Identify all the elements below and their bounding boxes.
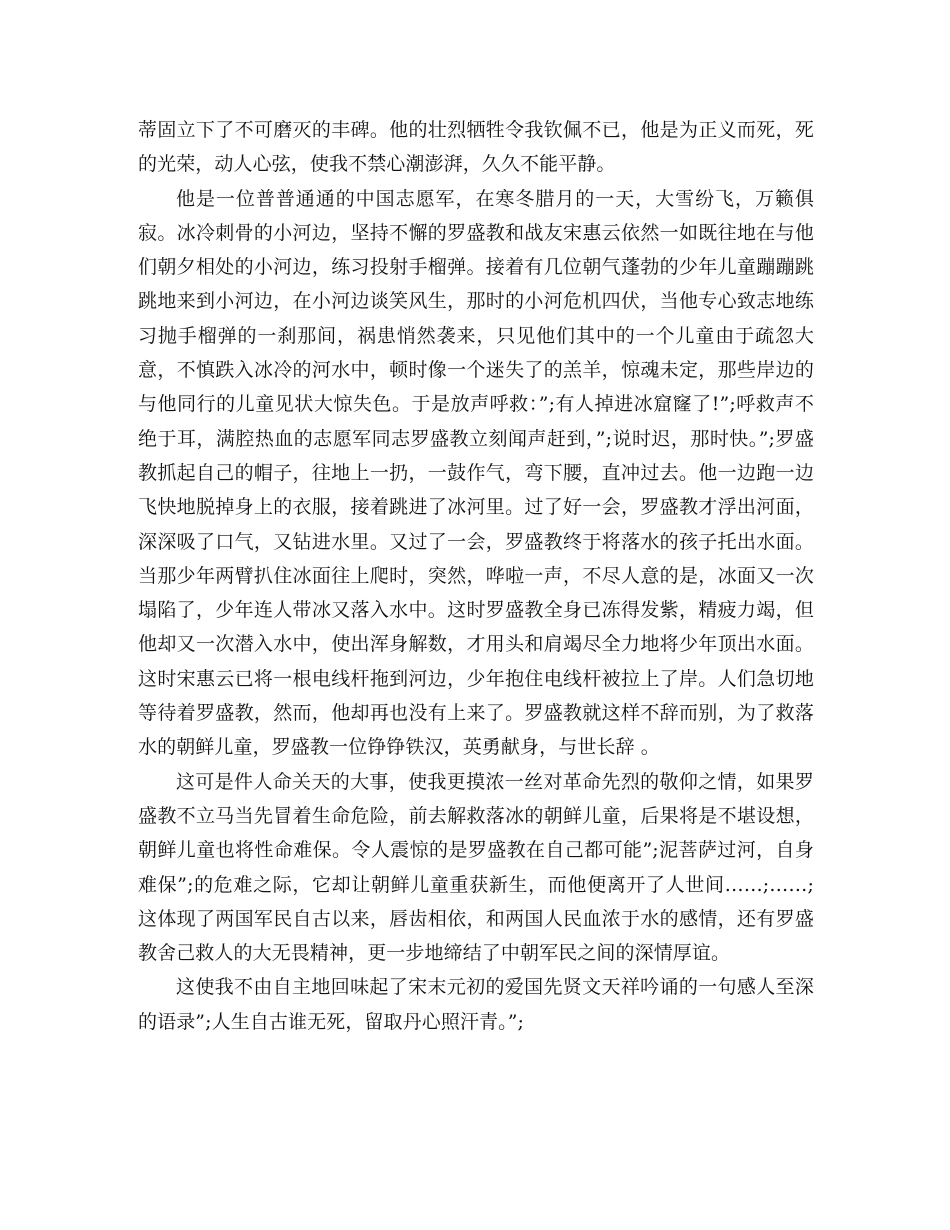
document-body — [138, 113, 814, 1039]
paragraph-quote: 这使我不由自主地回味起了宋末元初的爱国先贤文天祥吟诵的一句感人至深的语录”;人生自古谁无死，留取丹心照汗青。”; — [138, 976, 814, 1033]
paragraph-continuation: 蒂固立下了不可磨灭的丰碑。他的壮烈牺牲令我钦佩不已，他是为正义而死，死的光荣，动人心弦，使我不禁心潮澎湃，久久不能平静。 — [138, 119, 814, 176]
paragraph-reflection: 这可是件人命关天的大事，使我更摸浓一丝对革命先烈的敬仰之情，如果罗盛教不立马当先冒着生命危险，前去解救落冰的朝鲜儿童，后果将是不堪设想，朝鲜儿童也将性命难保。令人震惊的是罗盛教在自己都可能”;泥菩萨过河，自身难保”;的危难之际，它却让朝鲜儿童重获新生，而他便离开了人世间……;……;这体现了两国军民自古以来，唇齿相依，和两国人民血浓于水的感情，还有罗盛教舍己救人的大无畏精神，更一步地缔结了中朝军民之间的深情厚谊。 — [138, 770, 814, 965]
paragraph-rescue-story: 他是一位普普通通的中国志愿军，在寒冬腊月的一天，大雪纷飞，万籁俱寂。冰冷刺骨的小河边，坚持不懈的罗盛教和战友宋惠云依然一如既往地在与他们朝夕相处的小河边，练习投射手榴弹。接着有几位朝气蓬勃的少年儿童蹦蹦跳跳地来到小河边，在小河边谈笑风生，那时的小河危机四伏，当他专心致志地练习抛手榴弹的一刹那间，祸患悄然袭来，只见他们其中的一个儿童由于疏忽大意，不慎跌入冰冷的河水中，顿时像一个迷失了的羔羊，惊魂未定，那些岸边的与他同行的儿童见状大惊失色。于是放声呼救：”;有人掉进冰窟窿了!”;呼救声不绝于耳，满腔热血的志愿军同志罗盛教立刻闻声赶到，”;说时迟，那时快。”;罗盛教抓起自己的帽子，往地上一扔，一鼓作气，弯下腰，直冲过去。他一边跑一边飞快地脱掉身上的衣服，接着跳进了冰河里。过了好一会，罗盛教才浮出河面，深深吸了口气，又钻进水里。又过了一会，罗盛教终于将落水的孩子托出水面。当那少年两臂扒住冰面往上爬时，突然，哗啦一声，不尽人意的是，冰面又一次塌陷了，少年连人带冰又落入水中。这时罗盛教全身已冻得发紫，精疲力竭，但他却又一次潜入水中，使出浑身解数，才用头和肩竭尽全力地将少年顶出水面。这时宋惠云已将一根电线杆拖到河边，少年抱住电线杆被拉上了岸。人们急切地等待着罗盛教，然而，他却再也没有上来了。罗盛教就这样不辞而别，为了救落水的朝鲜儿童，罗盛教一位铮铮铁汉，英勇献身，与世长辞 。 — [138, 187, 814, 759]
